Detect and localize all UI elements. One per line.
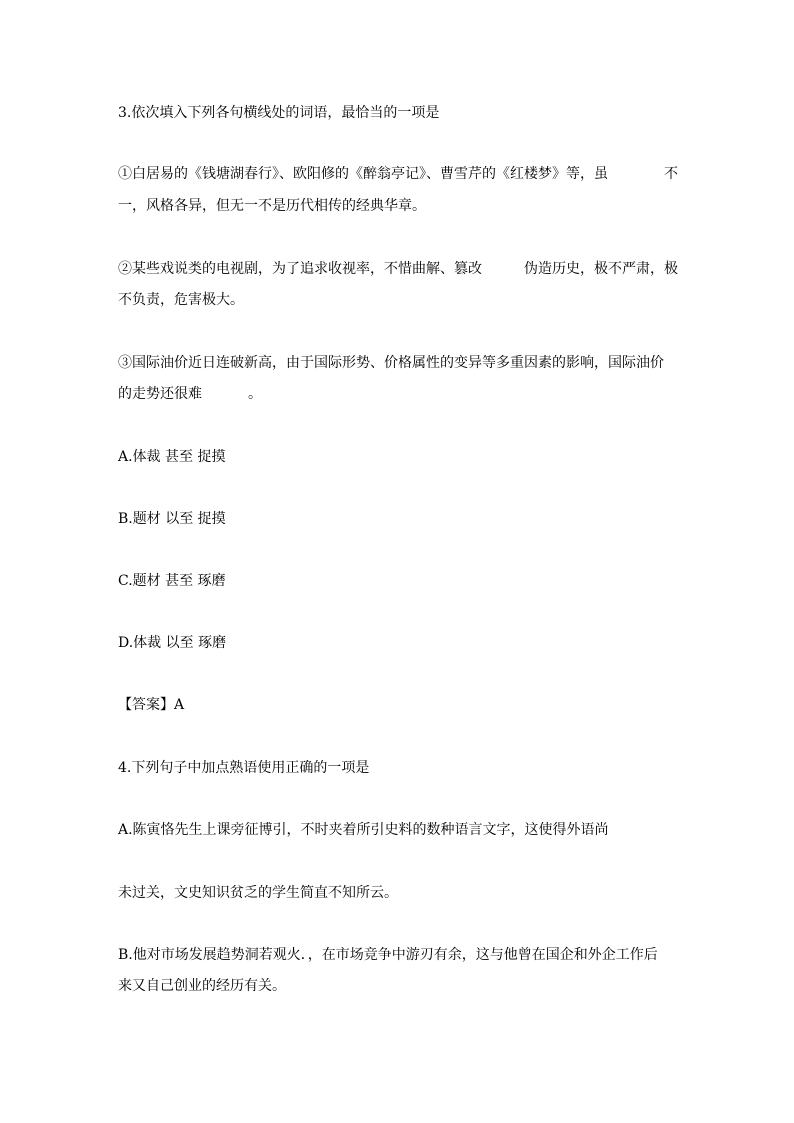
question-3-sentence-2-line-1 [118,260,678,278]
question-3-sentence-2-line-2: 不负责，危害极大。 [118,292,244,308]
question-4-option-b-line-2: 来又自己创业的经历有关。 [118,978,286,994]
question-3-option-d: D.体裁 以至 琢磨 [118,635,227,651]
question-4-stem: 4.下列句子中加点熟语使用正确的一项是 [118,760,370,776]
sentence-1-after-blank: 不 [664,166,678,182]
sentence-2-text: ②某些戏说类的电视剧，为了追求收视率，不惜曲解、篡改 [118,261,482,277]
question-3-option-a: A.体裁 甚至 捉摸 [118,449,226,465]
question-3-stem: 3.依次填入下列各句横线处的词语，最恰当的一项是 [118,105,440,121]
question-3-sentence-1-line-1 [118,165,678,183]
question-3-sentence-1-line-2: 一，风格各异，但无一不是历代相传的经典华章。 [118,198,426,214]
sentence-1-text: ①白居易的《钱塘湖春行》、欧阳修的《醉翁亭记》、曹雪芹的《红楼梦》等，虽 [118,166,608,182]
sentence-2-after-blank: 伪造历史，极不严肃，极 [524,261,678,277]
question-3-option-c: C.题材 甚至 琢磨 [118,573,226,589]
question-3-sentence-3-line-2 [118,385,678,403]
question-3-option-b: B.题材 以至 捉摸 [118,511,226,527]
question-3-sentence-3-line-1: ③国际油价近日连破新高，由于国际形势、价格属性的变异等多重因素的影响，国际油价 [118,355,664,371]
sentence-3-end-punct: 。 [248,386,262,402]
sentence-3-text: 的走势还很难 [118,386,202,402]
question-3-answer: 【答案】A [118,697,185,713]
question-4-option-a-line-1: A.陈寅恪先生上课旁征博引，不时夹着所引史料的数种语言文字，这使得外语尚 [118,822,609,838]
question-4-option-b-line-1: B.他对市场发展趋势洞若观火．，在市场竞争中游刃有余，这与他曾在国企和外企工作后 [118,947,658,963]
question-4-option-a-line-2: 未过关，文史知识贫乏的学生简直不知所云。 [118,885,398,901]
